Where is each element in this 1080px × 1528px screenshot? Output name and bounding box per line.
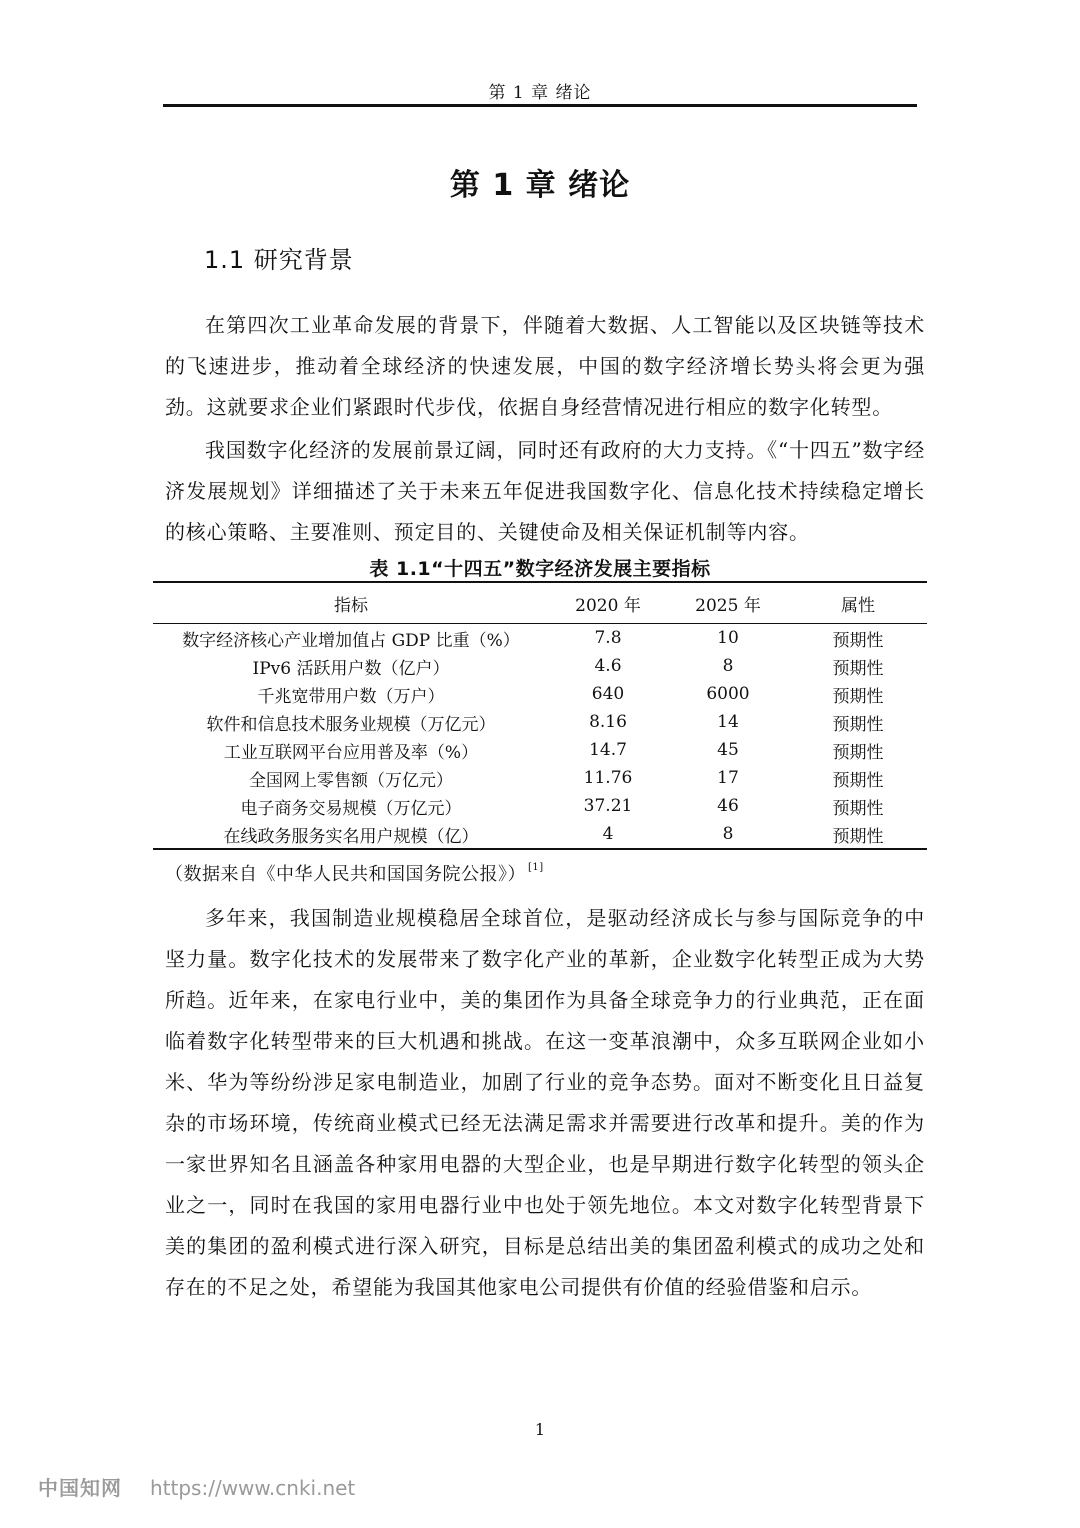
table-header-cell: 2025 年	[695, 595, 761, 616]
table-cell: 46	[717, 796, 739, 816]
indicator-table	[153, 581, 927, 850]
table-row	[153, 792, 927, 820]
section-title: 1.1 研究背景	[204, 246, 354, 274]
table-cell: 37.21	[583, 796, 633, 816]
table-row	[153, 652, 927, 680]
header-rule	[163, 104, 917, 107]
table-row	[153, 820, 927, 849]
table-cell: 预期性	[832, 686, 884, 707]
table-header-cell: 属性	[841, 595, 875, 616]
table-row	[153, 764, 927, 792]
citation-ref[interactable]: [1]	[528, 862, 544, 873]
table-cell: 640	[591, 684, 625, 704]
table-header-row	[153, 582, 927, 624]
table-cell: 千兆宽带用户数（万户）	[257, 686, 445, 707]
table-cell: 预期性	[832, 742, 884, 763]
table-cell: 8	[722, 824, 734, 844]
table-cell: IPv6 活跃用户数（亿户）	[252, 658, 450, 679]
running-header: 第 1 章 绪论	[488, 83, 592, 103]
table-cell: 预期性	[832, 658, 884, 679]
table-cell: 全国网上零售额（万亿元）	[249, 770, 453, 791]
table-cell: 预期性	[832, 714, 884, 735]
table-cell: 14.7	[589, 740, 627, 760]
table-cell: 7.8	[594, 628, 622, 648]
table-row	[153, 680, 927, 708]
table-row	[153, 708, 927, 736]
table-cell: 6000	[706, 684, 750, 704]
table-cell: 10	[717, 628, 739, 648]
table-cell: 8	[722, 656, 734, 676]
table-caption: 表 1.1“十四五”数字经济发展主要指标	[369, 558, 711, 580]
table-cell: 45	[717, 740, 739, 760]
watermark-brand: 中国知网	[38, 1476, 122, 1500]
table-cell: 预期性	[832, 770, 884, 791]
page-number: 1	[534, 1420, 546, 1439]
paragraph-3: 多年来，我国制造业规模稳居全球首位，是驱动经济成长与参与国际竞争的中坚力量。数字化技术的发展带来了数字化产业的革新，企业数字化转型正成为大势所趋。近年来，在家电行业中，美的集团作为具备全球竞争力的行业典范，正在面临着数字化转型带来的巨大机遇和挑战。在这一变革浪潮中，众多互联网企业如小米、华为等纷纷涉足家电制造业，加剧了行业的竞争态势。面对不断变化且日益复杂的市场环境，传统商业模式已经无法满足需求并需要进行改革和提升。美的作为一家世界知名且涵盖各种家用电器的大型企业，也是早期进行数字化转型的领头企业之一，同时在我国的家用电器行业中也处于领先地位。本文对数字化转型背景下美的集团的盈利模式进行深入研究，目标是总结出美的集团盈利模式的成功之处和存在的不足之处，希望能为我国其他家电公司提供有价值的经验借鉴和启示。	[165, 906, 925, 1299]
table-cell: 11.76	[583, 768, 633, 788]
table-row	[153, 736, 927, 764]
table-cell: 17	[717, 768, 739, 788]
table-cell: 工业互联网平台应用普及率（%）	[223, 742, 479, 763]
table-header-cell: 指标	[334, 595, 368, 616]
table-source-text: （数据来自《中华人民共和国国务院公报》）	[165, 864, 526, 885]
table-cell: 14	[717, 712, 739, 732]
table-cell: 电子商务交易规模（万亿元）	[240, 798, 462, 819]
watermark-url: https://www.cnki.net	[150, 1476, 356, 1500]
table-source-note	[165, 860, 544, 886]
table-cell: 预期性	[832, 826, 884, 847]
table-cell: 8.16	[589, 712, 627, 732]
table-cell: 预期性	[832, 630, 884, 651]
table-cell: 数字经济核心产业增加值占 GDP 比重（%）	[182, 630, 520, 651]
paragraph-1: 在第四次工业革命发展的背景下，伴随着大数据、人工智能以及区块链等技术的飞速进步，推动着全球经济的快速发展，中国的数字经济增长势头将会更为强劲。这就要求企业们紧跟时代步伐，依据自身经营情况进行相应的数字化转型。	[165, 313, 925, 419]
table-header-cell: 2020 年	[575, 595, 641, 616]
cnki-watermark	[38, 1472, 355, 1501]
chapter-title: 第 1 章 绪论	[449, 168, 631, 203]
paragraph-2: 我国数字化经济的发展前景辽阔，同时还有政府的大力支持。《“十四五”数字经济发展规划》详细描述了关于未来五年促进我国数字化、信息化技术持续稳定增长的核心策略、主要准则、预定目的、关键使命及相关保证机制等内容。	[165, 438, 925, 544]
table-cell: 4	[602, 824, 614, 844]
table-cell: 在线政务服务实名用户规模（亿）	[223, 826, 479, 847]
table-cell: 软件和信息技术服务业规模（万亿元）	[206, 714, 496, 735]
table-cell: 预期性	[832, 798, 884, 819]
table-row	[153, 624, 927, 653]
table-cell: 4.6	[594, 656, 622, 676]
